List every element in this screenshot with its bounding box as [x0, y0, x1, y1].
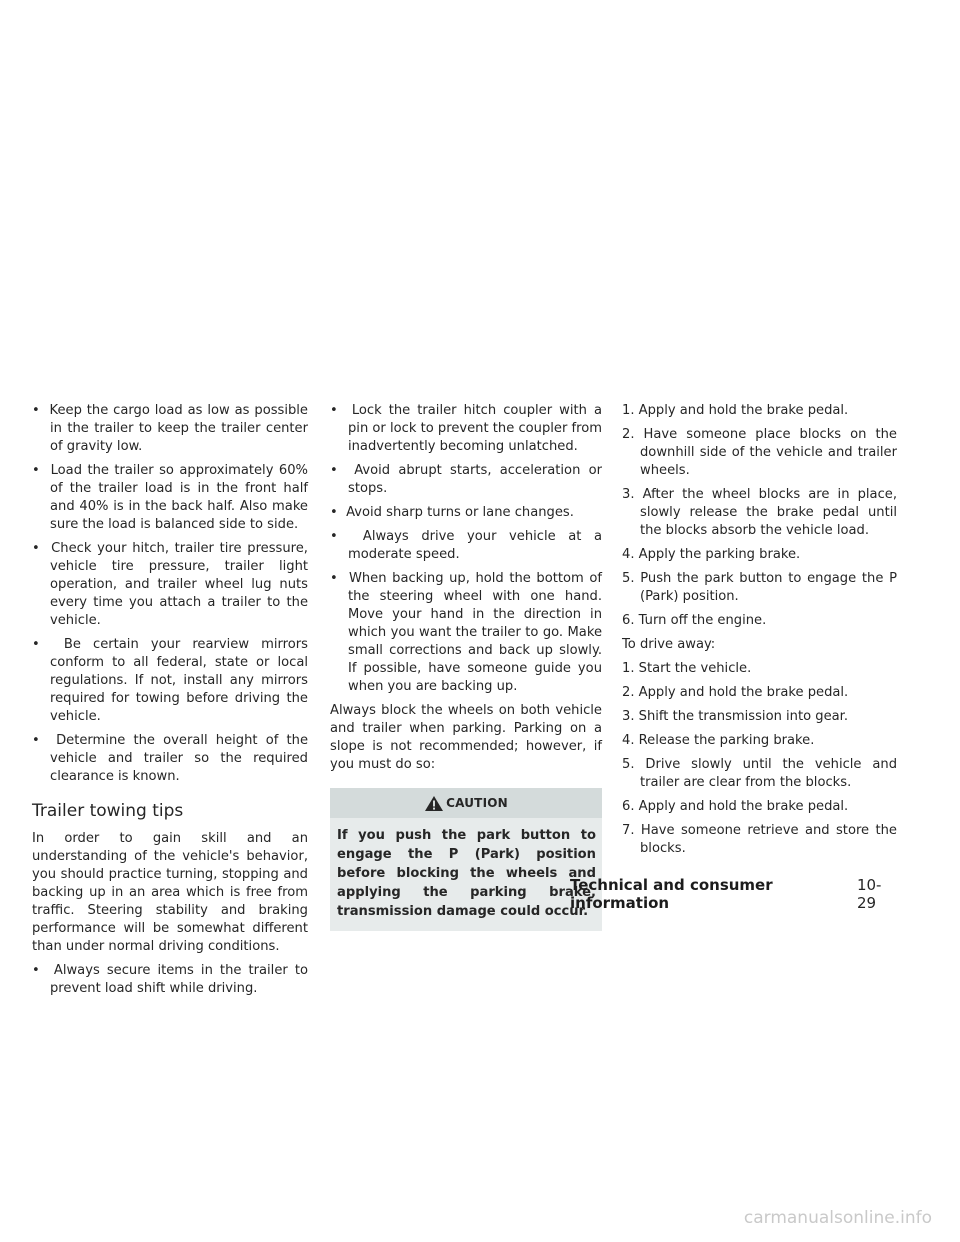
- step-item: 4. Apply the parking brake.: [622, 547, 801, 562]
- section-title: Technical and consumer information: [570, 876, 773, 912]
- step-item: 6. Turn off the engine.: [622, 613, 767, 628]
- bullet-item: • Always drive your vehicle at a moderate speed.: [330, 529, 602, 562]
- step-item: 2. Have someone place blocks on the downhill side of the vehicle and trailer wheels.: [622, 427, 897, 478]
- column-2: [330, 402, 602, 931]
- caution-box: [330, 788, 602, 931]
- step-item: 7. Have someone retrieve and store the blocks.: [622, 823, 897, 856]
- page-number: 10-29: [856, 876, 882, 912]
- page-footer: [570, 876, 896, 912]
- bullet-item: • Load the trailer so approximately 60% of the trailer load is in the front half and 40% is in the back half. Also make sure the load is balanced side to side.: [32, 463, 308, 532]
- bullet-item: • Determine the overall height of the vehicle and trailer so the required clearance is known.: [32, 733, 308, 784]
- bullet-item: • Avoid abrupt starts, acceleration or stops.: [330, 463, 602, 496]
- bullet-item: • When backing up, hold the bottom of the steering wheel with one hand. Move your hand in the direction in which you want the trailer to go. Make small corrections and back up slowly. If possible, have someone guide you when you are backing up.: [330, 571, 602, 694]
- bullet-item: • Be certain your rearview mirrors conform to all federal, state or local regulations. If not, install any mirrors required for towing before driving the vehicle.: [32, 637, 308, 724]
- step-item: 1. Start the vehicle.: [622, 661, 752, 676]
- bullet-item: • Keep the cargo load as low as possible in the trailer to keep the trailer center of gravity low.: [32, 403, 308, 454]
- step-item: 5. Push the park button to engage the P (Park) position.: [622, 571, 897, 604]
- step-item: 3. Shift the transmission into gear.: [622, 709, 849, 724]
- bullet-item: • Always secure items in the trailer to prevent load shift while driving.: [32, 963, 308, 996]
- step-item: 1. Apply and hold the brake pedal.: [622, 403, 849, 418]
- step-item: 5. Drive slowly until the vehicle and trailer are clear from the blocks.: [622, 757, 897, 790]
- warning-icon: [424, 795, 444, 812]
- drive-away-label: To drive away:: [622, 637, 716, 652]
- column-3: [622, 402, 897, 864]
- step-item: 3. After the wheel blocks are in place, slowly release the brake pedal until the blocks absorb the vehicle load.: [622, 487, 897, 538]
- caution-label: CAUTION: [446, 796, 508, 810]
- section-heading: Trailer towing tips: [32, 801, 184, 821]
- caution-header: [330, 788, 602, 818]
- step-item: 6. Apply and hold the brake pedal.: [622, 799, 849, 814]
- parking-paragraph: Always block the wheels on both vehicle and trailer when parking. Parking on a slope is not recommended; however, if you must do so:: [330, 703, 602, 772]
- bullet-item: • Lock the trailer hitch coupler with a pin or lock to prevent the coupler from inadvertently becoming unlatched.: [330, 403, 602, 454]
- step-item: 4. Release the parking brake.: [622, 733, 815, 748]
- watermark: carmanualsonline.info: [743, 1208, 932, 1228]
- bullet-item: • Check your hitch, trailer tire pressure, vehicle tire pressure, trailer light operation, and trailer wheel lug nuts every time you attach a trailer to the vehicle.: [32, 541, 308, 628]
- caution-text: If you push the park button to engage the P (Park) position before blocking the wheels and applying the parking brake, transmission damage could occur.: [330, 818, 602, 931]
- column-1: [32, 402, 308, 1004]
- intro-paragraph: In order to gain skill and an understanding of the vehicle's behavior, you should practice turning, stopping and backing up in an area which is free from traffic. Steering stability and braking performance will be somewhat different than under normal driving conditions.: [32, 831, 308, 954]
- step-item: 2. Apply and hold the brake pedal.: [622, 685, 849, 700]
- bullet-item: • Avoid sharp turns or lane changes.: [330, 505, 574, 520]
